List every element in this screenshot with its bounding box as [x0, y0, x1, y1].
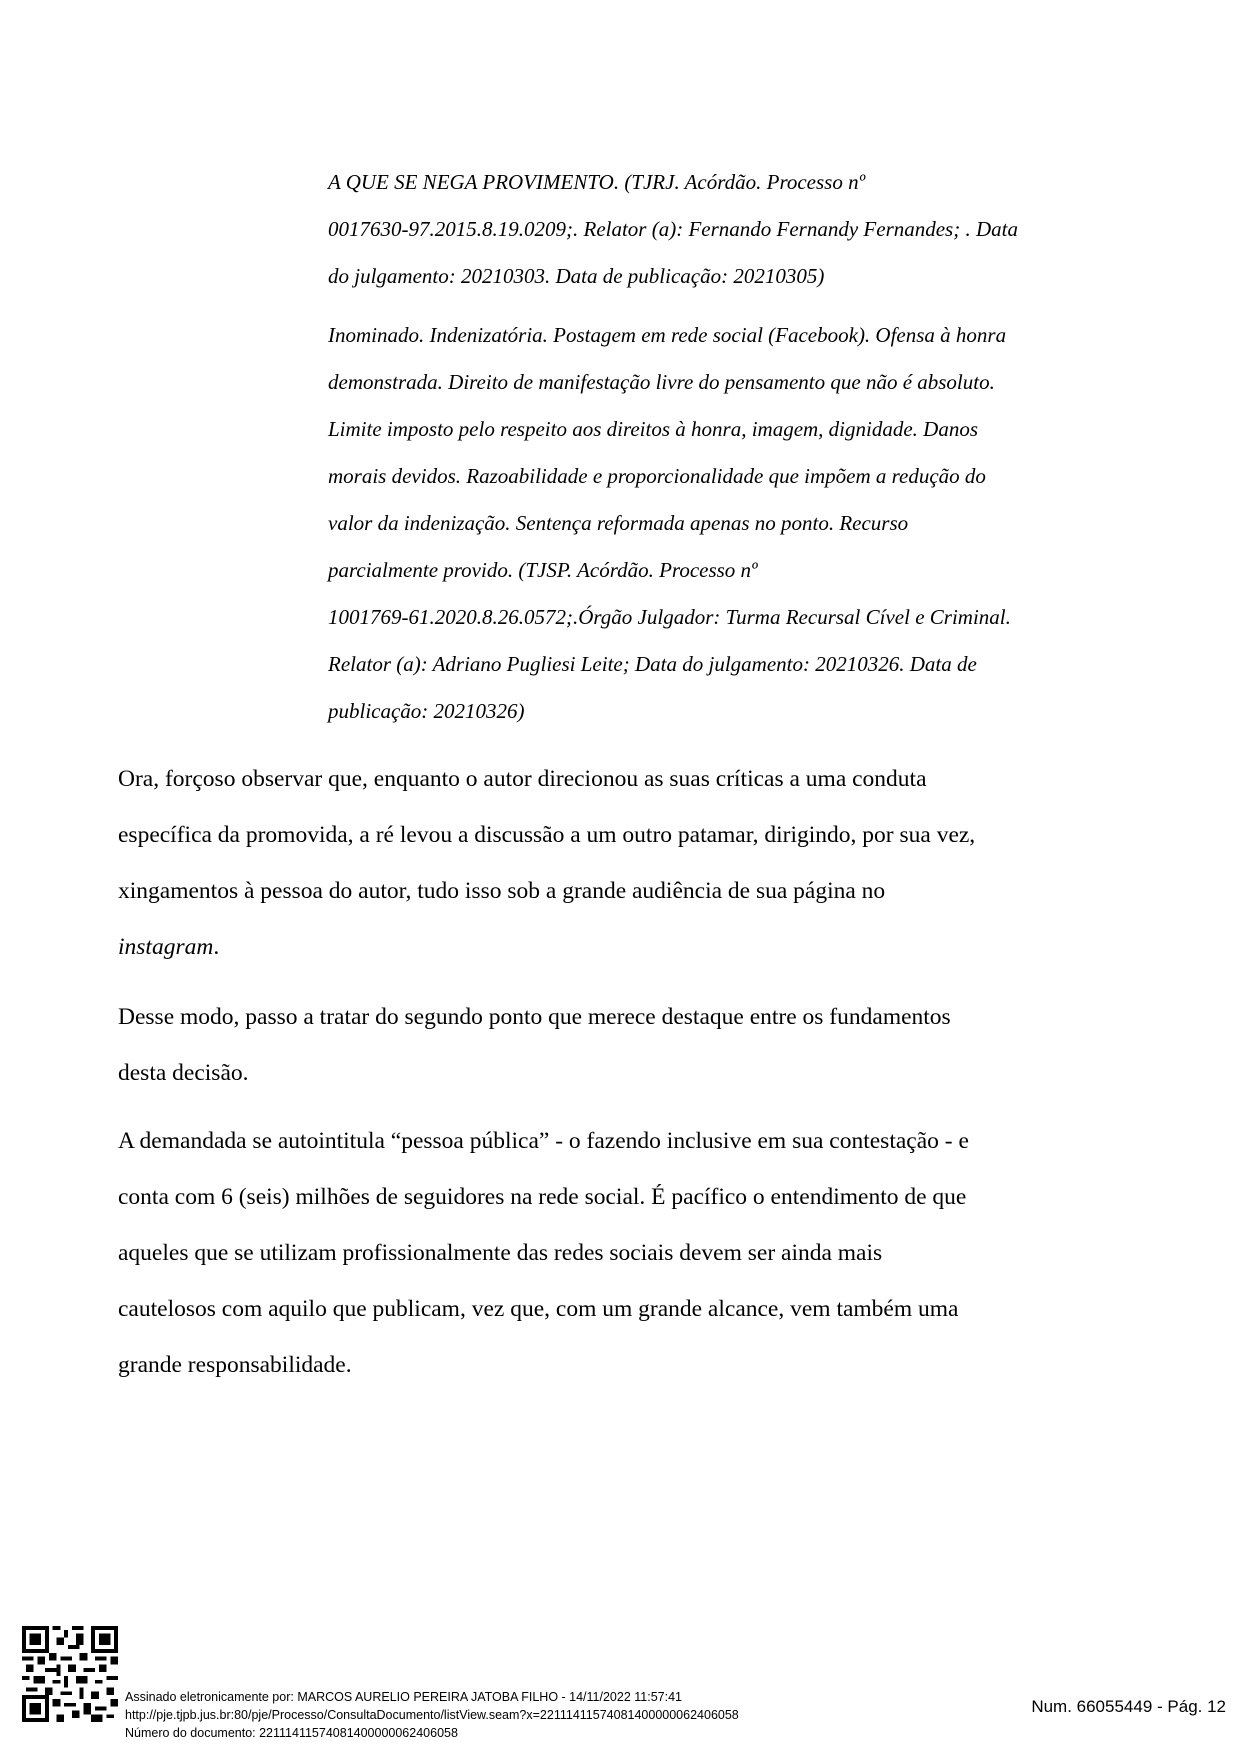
period: . — [213, 934, 220, 960]
citation-line: parcialmente provido. (TJSP. Acórdão. Processo nº — [328, 558, 758, 582]
citation-line: demonstrada. Direito de manifestação livre do pensamento que não é absoluto. — [328, 370, 995, 394]
citation-line: morais devidos. Razoabilidade e proporcionalidade que impõem a redução do — [328, 464, 986, 488]
citation-line: A QUE SE NEGA PROVIMENTO. (TJRJ. Acórdão. Processo nº — [328, 170, 866, 194]
paragraph-line: xingamentos à pessoa do autor, tudo isso sob a grande audiência de sua página no — [118, 878, 886, 904]
paragraph-line: Ora, forçoso observar que, enquanto o autor direcionou as suas críticas a uma conduta — [118, 766, 927, 792]
instagram-term: instagram — [118, 934, 214, 960]
paragraph-line: A demandada se autointitula “pessoa pública” - o fazendo inclusive em sua contestação - e — [118, 1128, 969, 1154]
citation-line: 1001769-61.2020.8.26.0572;.Órgão Julgador: Turma Recursal Cível e Criminal. — [328, 605, 1011, 629]
citation-line: publicação: 20210326) — [328, 699, 525, 723]
paragraph-line: grande responsabilidade. — [118, 1352, 352, 1378]
document-number-text: Número do documento: 22111411574081400000062406058 — [125, 1726, 458, 1740]
document-url-link[interactable]: http://pje.tjpb.jus.br:80/pje/Processo/ConsultaDocumento/listView.seam?x=22111411574081400000062406058 — [125, 1708, 739, 1722]
paragraph-line: Desse modo, passo a tratar do segundo ponto que merece destaque entre os fundamentos — [118, 1004, 951, 1030]
paragraph-line: específica da promovida, a ré levou a discussão a um outro patamar, dirigindo, por sua vez, — [118, 822, 976, 848]
paragraph-line: conta com 6 (seis) milhões de seguidores na rede social. É pacífico o entendimento de que — [118, 1184, 967, 1210]
citation-line: 0017630-97.2015.8.19.0209;. Relator (a): Fernando Fernandy Fernandes; . Data — [328, 217, 1018, 241]
citation-line: Limite imposto pelo respeito aos direitos à honra, imagem, dignidade. Danos — [328, 417, 979, 441]
citation-line: valor da indenização. Sentença reformada apenas no ponto. Recurso — [328, 511, 909, 535]
citation-line: Relator (a): Adriano Pugliesi Leite; Data do julgamento: 20210326. Data de — [328, 652, 977, 676]
paragraph-line: aqueles que se utilizam profissionalmente das redes sociais devem ser ainda mais — [118, 1240, 883, 1266]
citation-line: do julgamento: 20210303. Data de publicação: 20210305) — [328, 264, 825, 288]
page-number-label: Num. 66055449 - Pág. 12 — [1031, 1697, 1226, 1716]
citation-line: Inominado. Indenizatória. Postagem em rede social (Facebook). Ofensa à honra — [328, 323, 1007, 347]
qr-code-icon[interactable] — [22, 1626, 118, 1722]
paragraph-line: desta decisão. — [118, 1060, 249, 1086]
signed-by-text: Assinado eletronicamente por: MARCOS AURELIO PEREIRA JATOBA FILHO - 14/11/2022 11:57:41 — [125, 1690, 682, 1704]
paragraph-line — [118, 934, 219, 961]
paragraph-line: cautelosos com aquilo que publicam, vez que, com um grande alcance, vem também uma — [118, 1296, 959, 1322]
